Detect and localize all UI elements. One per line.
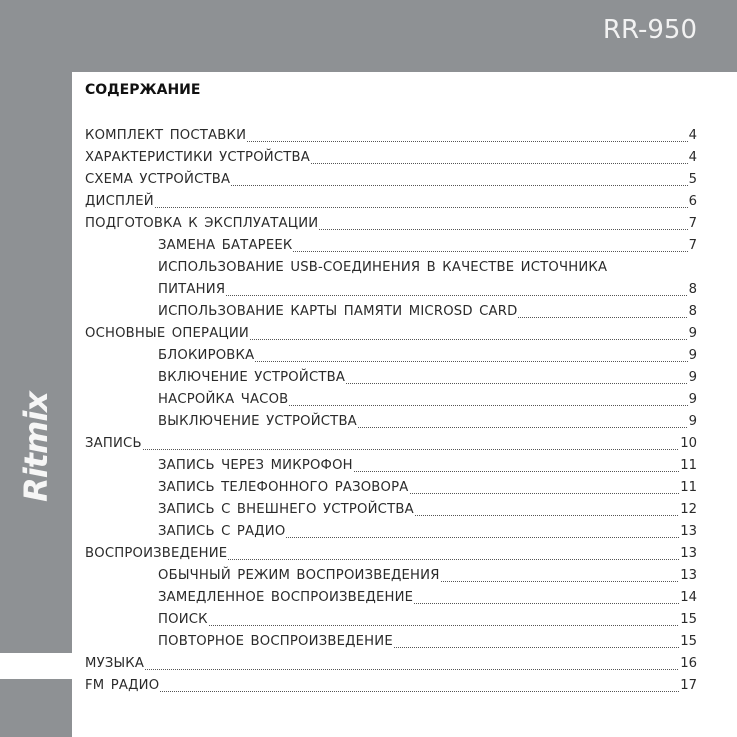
toc-entry-title: ВЫКЛЮЧЕНИЕ УСТРОЙСТВА	[158, 414, 357, 429]
dot-leader	[226, 295, 687, 296]
toc-entry[interactable]	[85, 258, 697, 280]
toc-entry[interactable]	[85, 566, 697, 588]
dot-leader	[394, 647, 679, 648]
dot-leader	[228, 559, 679, 560]
dot-leader	[415, 515, 679, 516]
toc-entry-page: 7	[688, 216, 697, 231]
toc-entry-page: 11	[680, 480, 697, 495]
toc-entry-page: 4	[688, 128, 697, 143]
toc-entry[interactable]	[85, 522, 697, 544]
toc-entry[interactable]	[85, 126, 697, 148]
toc-entry-title: ЗАМЕНА БАТАРЕЕК	[158, 238, 293, 253]
toc-entry-page: 9	[688, 392, 697, 407]
toc-entry[interactable]	[85, 390, 697, 412]
dot-leader	[289, 405, 687, 406]
dot-leader	[293, 251, 687, 252]
toc-entry-page: 13	[680, 546, 697, 561]
toc-entry[interactable]	[85, 456, 697, 478]
toc-entry[interactable]	[85, 544, 697, 566]
toc-entry[interactable]	[85, 236, 697, 258]
toc-entry-page: 9	[688, 348, 697, 363]
page-title: СОДЕРЖАНИЕ	[85, 82, 201, 98]
toc-entry-title: СХЕМА УСТРОЙСТВА	[85, 172, 231, 187]
toc-entry[interactable]	[85, 368, 697, 390]
dot-leader	[311, 163, 688, 164]
dot-leader	[209, 625, 679, 626]
toc-entry[interactable]	[85, 302, 697, 324]
toc-entry-title: ЗАПИСЬ	[85, 436, 142, 451]
toc-entry-page: 15	[680, 612, 697, 627]
toc-entry[interactable]	[85, 676, 697, 698]
toc-entry-page: 7	[688, 238, 697, 253]
toc-entry[interactable]	[85, 500, 697, 522]
toc-entry[interactable]	[85, 346, 697, 368]
dot-leader	[354, 471, 679, 472]
dot-leader	[358, 427, 688, 428]
toc-entry[interactable]	[85, 170, 697, 192]
toc-entry-page: 12	[680, 502, 697, 517]
brand-logo-text: Ritmix	[17, 392, 55, 502]
toc-entry-page: 13	[680, 524, 697, 539]
dot-leader	[160, 691, 679, 692]
toc-entry[interactable]	[85, 434, 697, 456]
toc-entry-title: ВКЛЮЧЕНИЕ УСТРОЙСТВА	[158, 370, 346, 385]
toc-entry-title: КОМПЛЕКТ ПОСТАВКИ	[85, 128, 247, 143]
toc-entry-title: МУЗЫКА	[85, 656, 145, 671]
dot-leader	[414, 603, 679, 604]
dot-leader	[255, 361, 687, 362]
dot-leader	[441, 581, 680, 582]
toc-entry-title: НАСРОЙКА ЧАСОВ	[158, 392, 289, 407]
toc-entry-title: ХАРАКТЕРИСТИКИ УСТРОЙСТВА	[85, 150, 310, 165]
toc-entry-page: 9	[688, 326, 697, 341]
toc-entry-title: ИСПОЛЬЗОВАНИЕ КАРТЫ ПАМЯТИ MICROSD CARD	[158, 304, 518, 319]
toc-entry-title: ЗАПИСЬ ТЕЛЕФОННОГО РАЗОВОРА	[158, 480, 409, 495]
toc-entry[interactable]	[85, 148, 697, 170]
toc-entry-page: 9	[688, 414, 697, 429]
dot-leader	[231, 185, 687, 186]
toc-entry-title: FM РАДИО	[85, 678, 160, 693]
dot-leader	[155, 207, 688, 208]
toc-entry[interactable]	[85, 192, 697, 214]
toc-entry[interactable]	[85, 632, 697, 654]
dot-leader	[319, 229, 687, 230]
toc-entry-title: БЛОКИРОВКА	[158, 348, 255, 363]
toc-entry-page: 14	[680, 590, 697, 605]
dot-leader	[145, 669, 679, 670]
toc-entry-page: 10	[680, 436, 697, 451]
toc-entry-title: ДИСПЛЕЙ	[85, 194, 154, 209]
toc-entry-title: ИСПОЛЬЗОВАНИЕ USB-СОЕДИНЕНИЯ В КАЧЕСТВЕ ИСТОЧНИКА	[158, 260, 608, 275]
toc-entry-title: ЗАПИСЬ С ВНЕШНЕГО УСТРОЙСТВА	[158, 502, 414, 517]
toc-entry-page: 4	[688, 150, 697, 165]
toc-entry[interactable]	[85, 280, 697, 302]
toc-entry-title: ЗАМЕДЛЕННОЕ ВОСПРОИЗВЕДЕНИЕ	[158, 590, 414, 605]
toc-entry-page: 17	[680, 678, 697, 693]
side-bar	[0, 72, 72, 653]
toc-entry[interactable]	[85, 588, 697, 610]
toc-entry[interactable]	[85, 478, 697, 500]
toc-entry-title: ВОСПРОИЗВЕДЕНИЕ	[85, 546, 228, 561]
toc-entry-title: ПОИСК	[158, 612, 208, 627]
toc-entry-page: 6	[688, 194, 697, 209]
dot-leader	[250, 339, 688, 340]
toc-entry[interactable]	[85, 214, 697, 236]
dot-leader	[247, 141, 687, 142]
toc-entry-page: 8	[688, 304, 697, 319]
toc-entry-title: ЗАПИСЬ С РАДИО	[158, 524, 286, 539]
toc-entry-page: 9	[688, 370, 697, 385]
header-bar	[0, 0, 737, 72]
dot-leader	[143, 449, 680, 450]
toc-entry-page: 8	[688, 282, 697, 297]
toc-entry-title: ПИТАНИЯ	[158, 282, 226, 297]
toc-entry-page: 5	[688, 172, 697, 187]
ritmix-logo	[6, 372, 66, 522]
dot-leader	[518, 317, 687, 318]
toc-entry[interactable]	[85, 654, 697, 676]
side-bar-bottom	[0, 679, 72, 737]
toc-entry-title: ПОДГОТОВКА К ЭКСПЛУАТАЦИИ	[85, 216, 319, 231]
toc-entry-title: ЗАПИСЬ ЧЕРЕЗ МИКРОФОН	[158, 458, 353, 473]
toc-entry-title: ПОВТОРНОЕ ВОСПРОИЗВЕДЕНИЕ	[158, 634, 393, 649]
toc-entry-page: 15	[680, 634, 697, 649]
dot-leader	[286, 537, 679, 538]
toc-entry[interactable]	[85, 610, 697, 632]
toc-entry-page: 13	[680, 568, 697, 583]
dot-leader	[346, 383, 688, 384]
table-of-contents	[85, 126, 697, 698]
toc-entry-page: 16	[680, 656, 697, 671]
model-name: RR-950	[602, 15, 697, 45]
dot-leader	[410, 493, 680, 494]
toc-entry-page: 11	[680, 458, 697, 473]
toc-entry[interactable]	[85, 324, 697, 346]
toc-entry-title: ОСНОВНЫЕ ОПЕРАЦИИ	[85, 326, 249, 341]
toc-entry-title: ОБЫЧНЫЙ РЕЖИМ ВОСПРОИЗВЕДЕНИЯ	[158, 568, 440, 583]
toc-entry[interactable]	[85, 412, 697, 434]
